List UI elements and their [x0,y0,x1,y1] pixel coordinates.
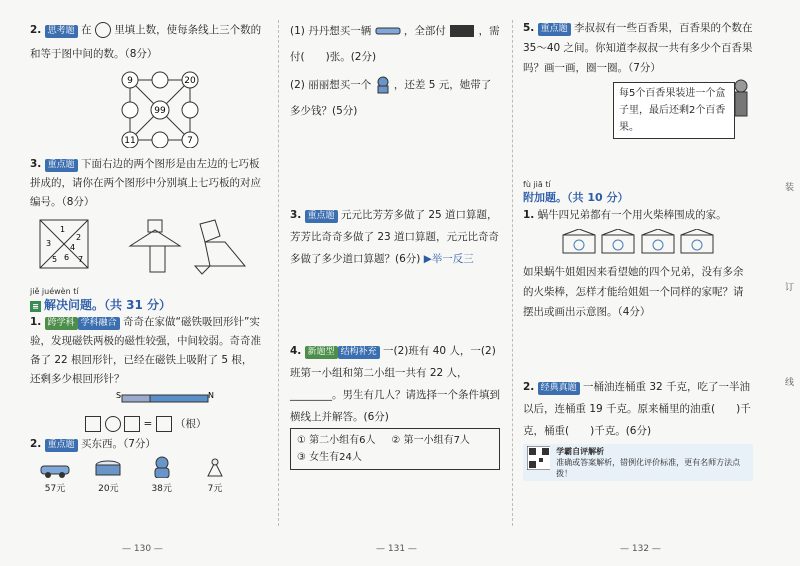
qr-code-icon [527,446,550,470]
grid-number: 9 [127,76,133,86]
svg-text:N: N [208,391,214,400]
sub-question-2: (2) 丽丽想买一个 ，还差 5 元，她带了多少钱？(5分) [290,72,500,124]
question-2: 2. 思考题 在 里填上数，使每条线上三个数的和等于图中间的数。（8分） [30,24,262,60]
svg-text:7: 7 [78,255,84,264]
page-number: — 132 — [620,544,661,554]
page-132 [523,18,753,532]
magnet-diagram [30,389,262,411]
snail-house-icon [561,229,597,255]
equation-row: = （根） [30,416,262,432]
grid-number: 7 [187,136,193,146]
binding-text: 订 [784,283,794,293]
section-header: jiě juéwèn tí ≡ 解决问题。（共 31 分） [30,287,172,312]
grid-number: 99 [154,106,166,116]
toy-row [30,456,262,494]
drum-icon [91,460,125,478]
grid-number: 11 [124,136,136,146]
toy-drum: 20元 [83,460,133,494]
question-5: 5. 重点题 李叔叔有一些百香果，百香果的个数在 35～40 之间。你知道李叔叔一共有多少个百香果吗？画一画，圈一圈。（7分） [523,22,753,74]
tag-thinking: 思考题 [45,25,78,38]
practice-link[interactable]: ▶举一反三 [423,253,474,265]
rooster-icon [198,456,232,478]
toy-rooster: 7元 [190,456,240,494]
divider-left [278,20,279,526]
page-number: — 131 — [376,544,417,554]
snail-house-icon [640,229,676,255]
person-icon [731,78,751,124]
question-4: 4. 新题型 结构补充 一(2)班有 40 人，一(2)班第一小组和第二小组一共有 22 人，________。男生有几人？请选择一个条件填到横线上并解答。(6分) [290,345,500,423]
car-icon [38,460,72,478]
bear-icon [375,76,391,94]
binding-text: 装 [784,183,794,193]
svg-text:1: 1 [60,225,66,234]
svg-text:4: 4 [70,243,76,252]
extra-question-2: 2. 经典真题 一桶油连桶重 32 千克，吃了一半油以后，连桶重 19 千克。原来桶里的油重( )千克，桶重( )千克。(6分) [523,381,751,437]
qr-banner[interactable]: 学霸自评解析 准确或答案解析，错例化评价标准，更有名师方法点拨！ [523,444,753,481]
section-icon: ≡ [30,301,41,312]
page-number: — 130 — [122,544,163,554]
grid-number: 20 [184,76,196,86]
extra-question-1-body: 如果蜗牛姐姐因来看望她的四个兄弟，没有多余的火柴棒，怎样才能给姐姐一个同样的家呢？请摆出或画出示意图。（4分） [523,266,744,318]
divider-right [512,20,513,526]
question-3: 3. 重点题 元元比芳芳多做了 25 道口算题，芳芳比奇奇多做了 23 道口算题，元元比奇奇多做了多少道口算题？(6分) ▶举一反三 [290,209,500,265]
svg-text:5: 5 [52,255,58,264]
svg-text:S: S [116,391,122,400]
snail-houses [523,229,753,258]
svg-text:2: 2 [76,233,82,242]
svg-text:3: 3 [46,239,52,248]
snail-house-icon [600,229,636,255]
snail-house-icon [679,229,715,255]
binding-text: 线 [784,378,794,388]
svg-text:6: 6 [64,253,70,262]
toy-car: 57元 [30,460,80,494]
tangram-diagram [30,216,262,278]
circle-blank-icon [95,22,111,38]
tag-key: 重点题 [45,159,78,172]
bear-icon [145,456,179,478]
extra-section-header: fù jiā tí 附加题。（共 10 分） [523,180,629,204]
sub-question-1: (1) 丹丹想买一辆 ，全部付 ，需 付( )张。(2分) [290,25,500,63]
extra-question-1: 1. 蜗牛四兄弟都有一个用火柴棒围成的家。 [523,209,727,221]
car-icon [375,25,401,37]
banknote-icon [449,24,475,38]
toy-bear: 38元 [137,456,187,494]
number-grid-diagram [115,68,235,148]
choice-box: ① 第二小组有6人 ② 第一小组有7人 ③ 女生有24人 [290,428,500,470]
question-3: 3. 重点题 下面右边的两个图形是由左边的七巧板拼成的，请你在两个图形中分别填上七巧板的对应编号。（8分） [30,158,261,208]
hint-callout: 每5个百香果装进一个盒子里，最后还剩2个百香果。 [613,82,735,139]
page-131 [290,18,500,532]
page-130 [30,18,262,532]
problem-2: 2. 重点题 买东西。（7分） [30,438,156,450]
problem-1: 1. 跨学科 学科融合 奇奇在家做“磁铁吸回形针”实验，发现磁铁两极的磁性较强，中间较弱。奇奇准备了 22 根回形针，已经在磁铁上吸附了 5 根，还剩多少根回形针？ [30,316,261,385]
